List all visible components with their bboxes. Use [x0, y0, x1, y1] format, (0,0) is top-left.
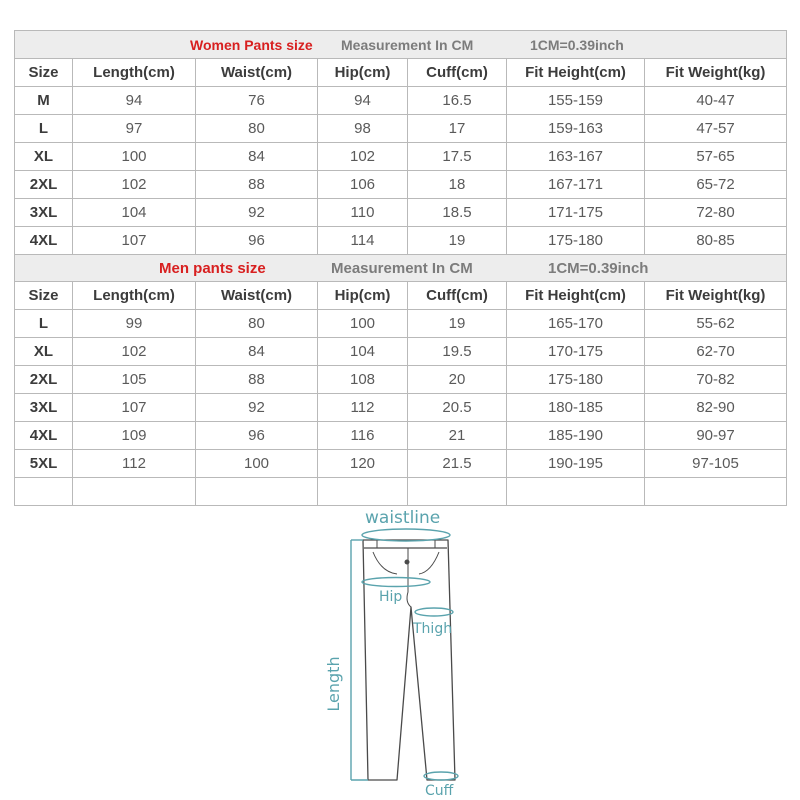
- value-cell: 165-170: [507, 310, 645, 338]
- value-cell: 112: [73, 450, 196, 478]
- pants-outline: [363, 540, 455, 780]
- value-cell: 94: [318, 86, 408, 114]
- size-cell: 4XL: [15, 226, 73, 254]
- value-cell: 20.5: [408, 394, 507, 422]
- value-cell: 19: [408, 226, 507, 254]
- table-row: [15, 226, 787, 254]
- value-cell: 57-65: [645, 142, 787, 170]
- column-header: Length(cm): [73, 282, 196, 310]
- value-cell: 70-82: [645, 366, 787, 394]
- waistline-label: waistline: [365, 508, 441, 528]
- value-cell: 98: [318, 114, 408, 142]
- value-cell: 96: [196, 226, 318, 254]
- value-cell: 40-47: [645, 86, 787, 114]
- value-cell: 159-163: [507, 114, 645, 142]
- value-cell: 107: [73, 394, 196, 422]
- table-row: [15, 450, 787, 478]
- table-row: [15, 170, 787, 198]
- women-title: Women Pants size: [190, 37, 313, 53]
- value-cell: 80: [196, 114, 318, 142]
- value-cell: 175-180: [507, 226, 645, 254]
- value-cell: 47-57: [645, 114, 787, 142]
- table-row: [15, 114, 787, 142]
- table-row: [15, 366, 787, 394]
- value-cell: 82-90: [645, 394, 787, 422]
- size-cell: XL: [15, 338, 73, 366]
- value-cell: 96: [196, 422, 318, 450]
- value-cell: 104: [318, 338, 408, 366]
- value-cell: 190-195: [507, 450, 645, 478]
- value-cell: 180-185: [507, 394, 645, 422]
- table-row: [15, 142, 787, 170]
- value-cell: 65-72: [645, 170, 787, 198]
- value-cell: 16.5: [408, 86, 507, 114]
- women-measurement-unit: Measurement In CM: [341, 37, 474, 53]
- value-cell: 88: [196, 366, 318, 394]
- column-header: Size: [15, 58, 73, 86]
- column-header: Length(cm): [73, 58, 196, 86]
- value-cell: 102: [318, 142, 408, 170]
- value-cell: 21.5: [408, 450, 507, 478]
- column-header: Fit Weight(kg): [645, 58, 787, 86]
- value-cell: 102: [73, 338, 196, 366]
- length-label: Length: [324, 656, 343, 712]
- column-header: Hip(cm): [318, 58, 408, 86]
- value-cell: 175-180: [507, 366, 645, 394]
- size-chart-table: [14, 30, 787, 506]
- value-cell: 19: [408, 310, 507, 338]
- column-header: Size: [15, 282, 73, 310]
- value-cell: 155-159: [507, 86, 645, 114]
- table-row: [15, 422, 787, 450]
- men-header-row: [15, 282, 787, 310]
- hip-label: Hip: [379, 589, 403, 605]
- value-cell: 99: [73, 310, 196, 338]
- value-cell: 108: [318, 366, 408, 394]
- size-cell: XL: [15, 142, 73, 170]
- value-cell: 104: [73, 198, 196, 226]
- value-cell: 20: [408, 366, 507, 394]
- value-cell: 88: [196, 170, 318, 198]
- men-conversion: 1CM=0.39inch: [548, 259, 649, 277]
- value-cell: 92: [196, 394, 318, 422]
- value-cell: 84: [196, 142, 318, 170]
- size-cell: L: [15, 114, 73, 142]
- value-cell: 167-171: [507, 170, 645, 198]
- table-row: [15, 86, 787, 114]
- value-cell: 102: [73, 170, 196, 198]
- value-cell: 97: [73, 114, 196, 142]
- column-header: Fit Weight(kg): [645, 282, 787, 310]
- value-cell: 18.5: [408, 198, 507, 226]
- size-cell: 5XL: [15, 450, 73, 478]
- value-cell: 80: [196, 310, 318, 338]
- size-cell: 3XL: [15, 198, 73, 226]
- column-header: Fit Height(cm): [507, 282, 645, 310]
- value-cell: 17: [408, 114, 507, 142]
- table-row: [15, 198, 787, 226]
- column-header: Waist(cm): [196, 282, 318, 310]
- value-cell: 106: [318, 170, 408, 198]
- value-cell: 19.5: [408, 338, 507, 366]
- value-cell: 110: [318, 198, 408, 226]
- value-cell: 185-190: [507, 422, 645, 450]
- value-cell: 116: [318, 422, 408, 450]
- waistline-marker: [362, 529, 450, 541]
- value-cell: 100: [73, 142, 196, 170]
- value-cell: 92: [196, 198, 318, 226]
- size-cell: 2XL: [15, 170, 73, 198]
- value-cell: 112: [318, 394, 408, 422]
- value-cell: 72-80: [645, 198, 787, 226]
- value-cell: 170-175: [507, 338, 645, 366]
- men-measurement-unit: Measurement In CM: [331, 259, 473, 277]
- column-header: Cuff(cm): [408, 282, 507, 310]
- value-cell: 97-105: [645, 450, 787, 478]
- size-cell: L: [15, 310, 73, 338]
- value-cell: 76: [196, 86, 318, 114]
- column-header: Waist(cm): [196, 58, 318, 86]
- value-cell: 163-167: [507, 142, 645, 170]
- value-cell: 100: [196, 450, 318, 478]
- value-cell: 55-62: [645, 310, 787, 338]
- value-cell: 109: [73, 422, 196, 450]
- pants-measurement-diagram: [315, 502, 495, 798]
- column-header: Fit Height(cm): [507, 58, 645, 86]
- value-cell: 171-175: [507, 198, 645, 226]
- column-header: Cuff(cm): [408, 58, 507, 86]
- value-cell: 105: [73, 366, 196, 394]
- size-cell: M: [15, 86, 73, 114]
- women-header-row: [15, 58, 787, 86]
- women-conversion: 1CM=0.39inch: [530, 37, 624, 53]
- size-cell: 4XL: [15, 422, 73, 450]
- table-row: [15, 338, 787, 366]
- value-cell: 18: [408, 170, 507, 198]
- men-section-title: [15, 254, 787, 282]
- column-header: Hip(cm): [318, 282, 408, 310]
- size-cell: 2XL: [15, 366, 73, 394]
- value-cell: 17.5: [408, 142, 507, 170]
- table-row: [15, 394, 787, 422]
- value-cell: 21: [408, 422, 507, 450]
- value-cell: 114: [318, 226, 408, 254]
- value-cell: 100: [318, 310, 408, 338]
- value-cell: 62-70: [645, 338, 787, 366]
- thigh-label: Thigh: [413, 621, 453, 637]
- value-cell: 90-97: [645, 422, 787, 450]
- value-cell: 84: [196, 338, 318, 366]
- value-cell: 107: [73, 226, 196, 254]
- value-cell: 94: [73, 86, 196, 114]
- size-cell: 3XL: [15, 394, 73, 422]
- value-cell: 120: [318, 450, 408, 478]
- table-row: [15, 310, 787, 338]
- men-title: Men pants size: [159, 259, 266, 277]
- cuff-label: Cuff: [425, 783, 454, 798]
- value-cell: 80-85: [645, 226, 787, 254]
- women-section-title: [15, 31, 787, 59]
